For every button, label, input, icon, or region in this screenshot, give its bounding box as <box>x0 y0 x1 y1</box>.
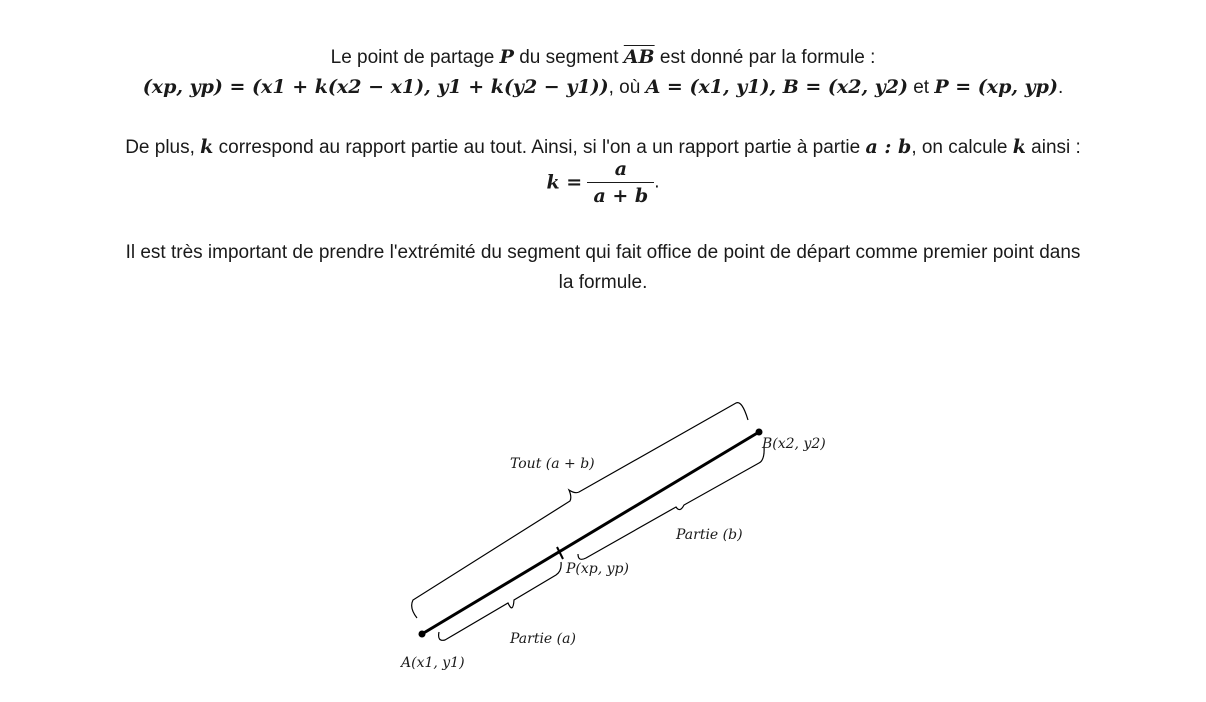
note-line-1: Il est très important de prendre l'extrémité du segment qui fait office de point de départ comme premier point dans <box>125 242 1081 263</box>
part-b-label: Partie (b) <box>676 527 743 543</box>
point-b-dot <box>756 429 763 436</box>
point-p-label: P(xp, yp) <box>566 561 629 577</box>
formula-main: (xp, yp) = (x1 + k(x2 − x1), y1 + k(y2 − y1)) <box>142 76 609 98</box>
part-a-label: Partie (a) <box>510 631 576 647</box>
part-a-brace <box>439 562 562 640</box>
intro-part1: Le point de partage <box>330 47 500 68</box>
k-symbol: k <box>200 136 214 158</box>
intro-part3: est donné par la formule : <box>654 47 876 68</box>
k-para-part3: , on calcule <box>911 137 1013 158</box>
point-p-symbol: P <box>499 46 514 68</box>
note-line-2: la formule. <box>558 272 648 293</box>
point-a-label: A(x1, y1) <box>401 655 465 671</box>
k-formula-end: . <box>654 171 660 193</box>
formula-def-a-b: A = (x1, y1), B = (x2, y2) <box>645 76 908 98</box>
k-fraction-numerator: a <box>587 156 654 183</box>
k-para-part2: correspond au rapport partie au tout. Ainsi, si l'on a un rapport partie à partie <box>213 137 866 158</box>
segment-ab-symbol: $\overline{AB}$ <box>623 46 655 68</box>
point-b-label: B(x2, y2) <box>762 436 826 452</box>
ratio-symbol: a : b <box>865 136 912 158</box>
k-para-part4: ainsi : <box>1025 137 1081 158</box>
total-label: Tout (a + b) <box>510 456 595 472</box>
total-brace <box>412 403 748 618</box>
intro-part2: du segment <box>513 47 624 68</box>
formula-def-p: P = (xp, yp) <box>934 76 1058 98</box>
point-a-dot <box>419 631 426 638</box>
k-fraction-denominator: a + b <box>593 185 649 207</box>
formula-mid: , où <box>608 77 646 98</box>
k-formula-lhs: k = <box>546 171 583 194</box>
formula-end: . <box>1057 77 1064 98</box>
k-para-part1: De plus, <box>125 137 201 158</box>
k-symbol-2: k <box>1012 136 1026 158</box>
formula-et: et <box>907 77 935 98</box>
